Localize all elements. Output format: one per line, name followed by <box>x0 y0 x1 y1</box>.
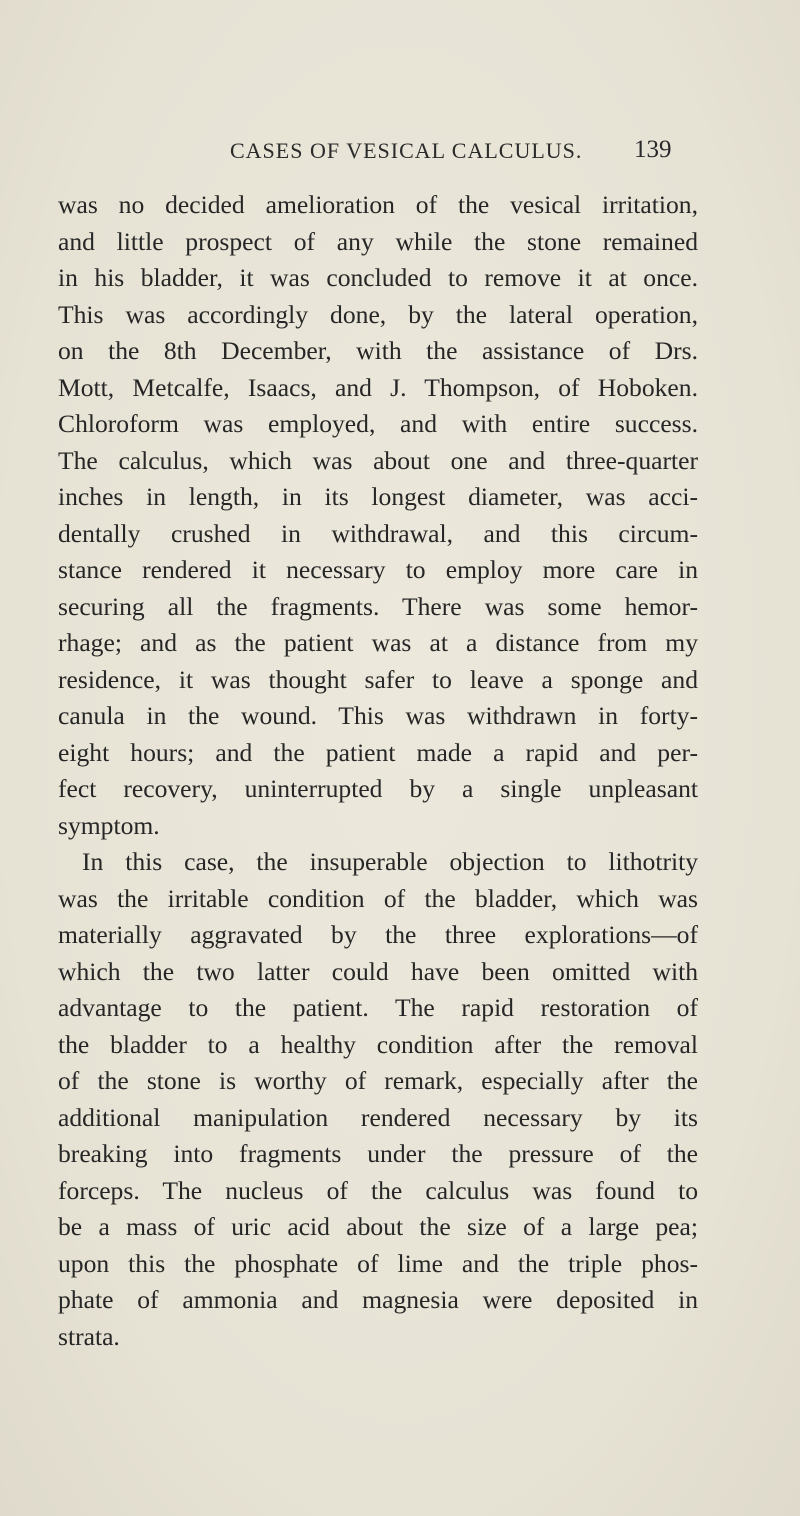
body-text <box>58 187 698 1355</box>
text-line: strata. <box>58 1321 120 1351</box>
text-line: of the stone is worthy of remark, especially after the <box>58 1066 698 1095</box>
text-line: upon this the phosphate of lime and the triple phos- <box>58 1248 698 1278</box>
text-line: In this case, the insuperable objection to lithotrity <box>82 847 698 876</box>
text-line: and little prospect of any while the stone remained <box>58 226 698 256</box>
text-line: advantage to the patient. The rapid restoration of <box>58 993 698 1022</box>
text-line: canula in the wound. This was withdrawn in forty- <box>58 701 698 730</box>
text-line: was no decided amelioration of the vesical irritation, <box>58 190 698 219</box>
text-line: be a mass of uric acid about the size of a large pea; <box>58 1212 698 1241</box>
text-line: was the irritable condition of the bladder, which was <box>58 883 698 913</box>
text-line: the bladder to a healthy condition after the removal <box>58 1029 698 1059</box>
text-line: in his bladder, it was concluded to remove it at once. <box>58 263 698 292</box>
text-line: materially aggravated by the three explorations—of <box>58 920 698 949</box>
text-line: rhage; and as the patient was at a distance from my <box>58 628 698 657</box>
text-line: This was accordingly done, by the lateral operation, <box>58 299 698 329</box>
text-line: eight hours; and the patient made a rapid and per- <box>58 737 698 767</box>
text-line: stance rendered it necessary to employ more care in <box>58 555 698 584</box>
text-line: symptom. <box>58 810 160 840</box>
text-line: which the two latter could have been omitted with <box>58 956 698 986</box>
running-head: CASES OF VESICAL CALCULUS. <box>230 138 583 163</box>
text-line: on the 8th December, with the assistance of Drs. <box>58 336 698 365</box>
text-line: phate of ammonia and magnesia were deposited in <box>58 1285 698 1314</box>
text-line: forceps. The nucleus of the calculus was found to <box>58 1175 698 1205</box>
page-number: 139 <box>634 136 672 163</box>
text-line: fect recovery, uninterrupted by a single unpleasant <box>58 774 698 803</box>
text-line: Chloroform was employed, and with entire success. <box>58 409 698 438</box>
text-line: additional manipulation rendered necessary by its <box>58 1102 698 1132</box>
text-line: securing all the fragments. There was some hemor- <box>58 591 698 621</box>
text-line: Mott, Metcalfe, Isaacs, and J. Thompson, of Hoboken. <box>58 372 698 402</box>
text-line: dentally crushed in withdrawal, and this circum- <box>58 518 698 548</box>
text-line: The calculus, which was about one and three-quarter <box>58 445 698 475</box>
text-line: inches in length, in its longest diameter, was acci- <box>58 482 698 511</box>
text-line: residence, it was thought safer to leave a sponge and <box>58 664 698 694</box>
text-line: breaking into fragments under the pressure of the <box>58 1139 698 1168</box>
